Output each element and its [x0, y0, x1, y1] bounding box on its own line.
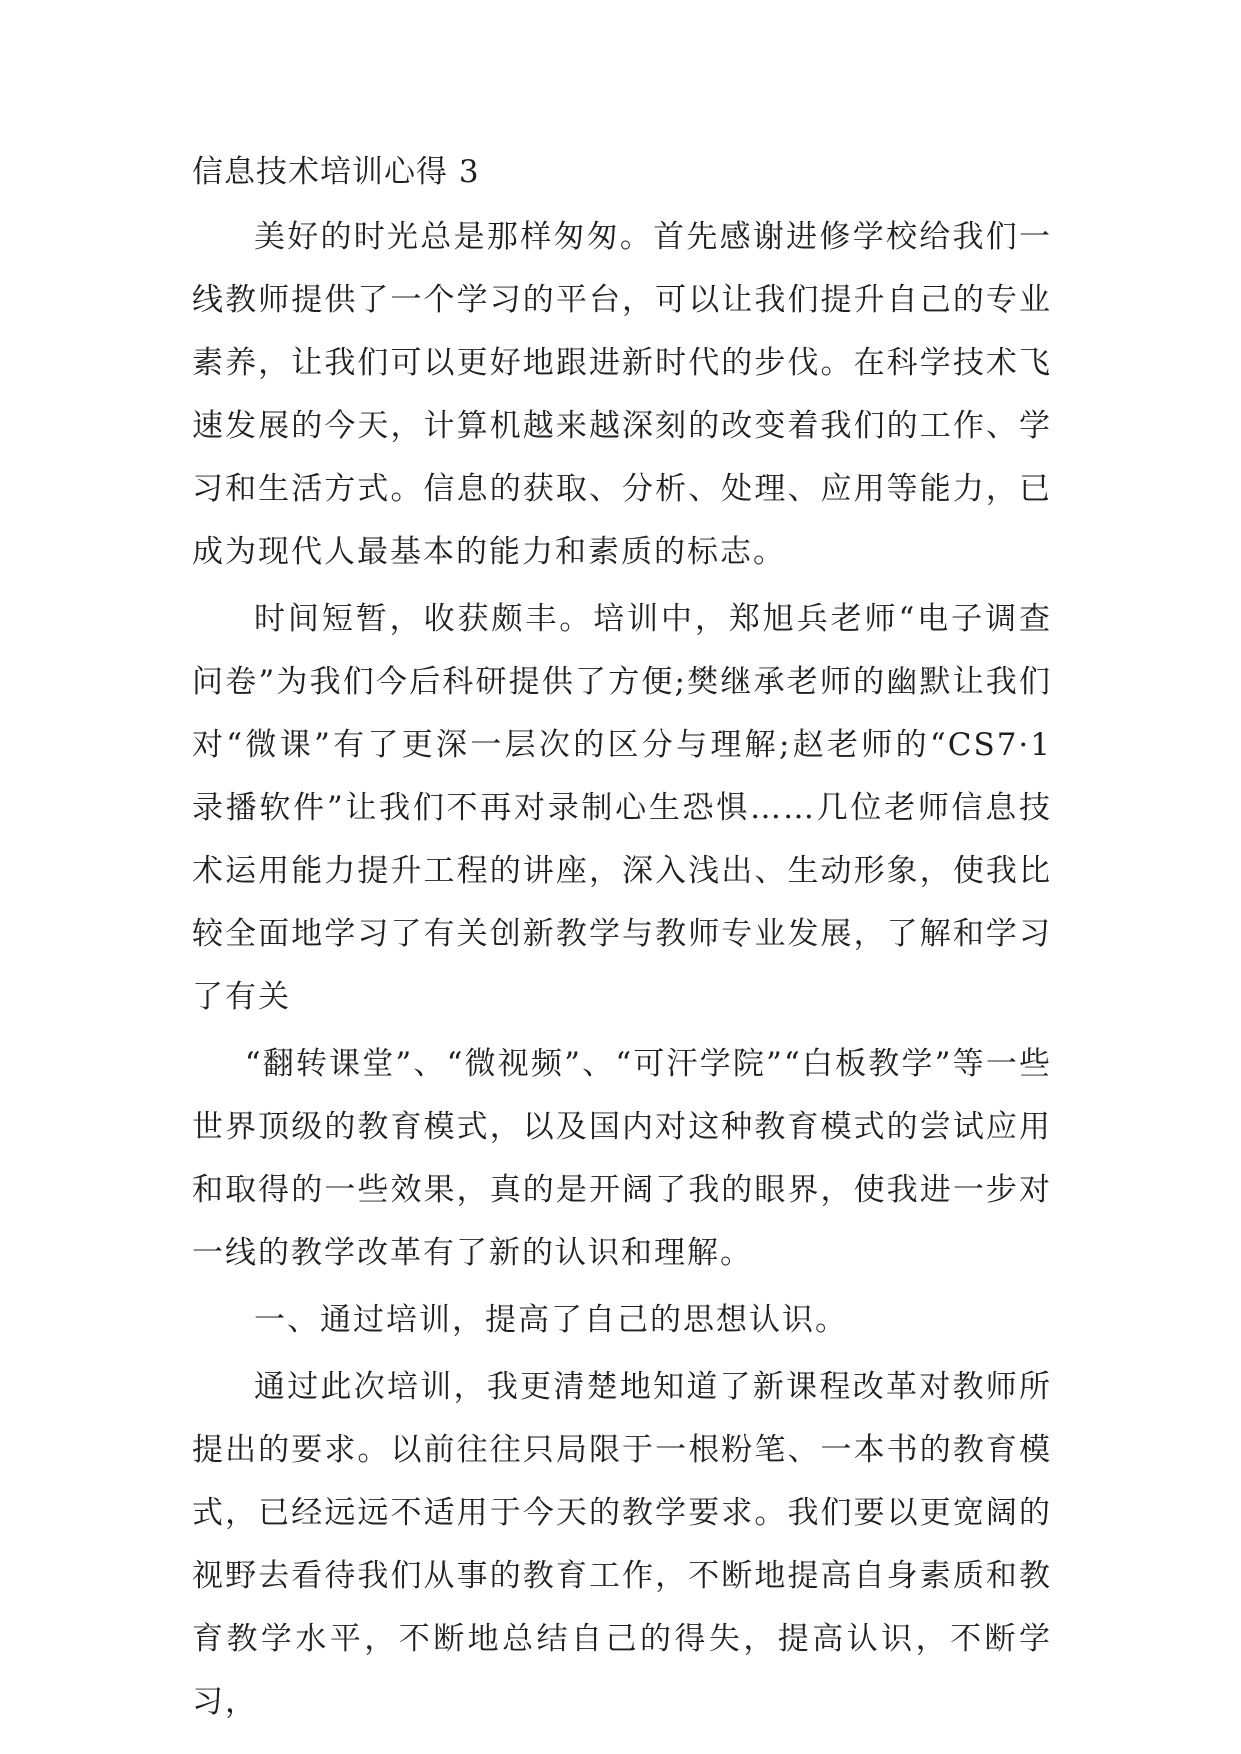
paragraph-training-gains: 时间短暂，收获颇丰。培训中，郑旭兵老师“电子调查问卷”为我们今后科研提供了方便;樊继承老师的幽默让我们对“微课”有了更深一层次的区分与理解;赵老师的“CS7·1录播软件”让我们不再对录制心生恐惧……几位老师信息技术运用能力提升工程的讲座，深入浅出、生动形象，使我比较全面地学习了有关创新教学与教师专业发展，了解和学习了有关	[192, 601, 1052, 1015]
section-heading-1: 一、通过培训，提高了自己的思想认识。	[254, 1302, 848, 1338]
paragraph-new-curriculum: 通过此次培训，我更清楚地知道了新课程改革对教师所提出的要求。以前往往只局限于一根粉笔、一本书的教育模式，已经远远不适用于今天的教学要求。我们要以更宽阔的视野去看待我们从事的教育工作，不断地提高自身素质和教育教学水平，不断地总结自己的得失，提高认识，不断学习，	[192, 1369, 1052, 1720]
document-title: 信息技术培训心得 3	[192, 154, 480, 190]
paragraph-education-models: “翻转课堂”、“微视频”、“可汗学院”“白板教学”等一些世界顶级的教育模式，以及国内对这种教育模式的尝试应用和取得的一些效果，真的是开阔了我的眼界，使我进一步对一线的教学改革有了新的认识和理解。	[192, 1046, 1052, 1271]
paragraph-intro: 美好的时光总是那样匆匆。首先感谢进修学校给我们一线教师提供了一个学习的平台，可以让我们提升自己的专业素养，让我们可以更好地跟进新时代的步伐。在科学技术飞速发展的今天，计算机越来越深刻的改变着我们的工作、学习和生活方式。信息的获取、分析、处理、应用等能力，已成为现代人最基本的能力和素质的标志。	[192, 219, 1052, 570]
document-body	[192, 142, 1052, 1738]
